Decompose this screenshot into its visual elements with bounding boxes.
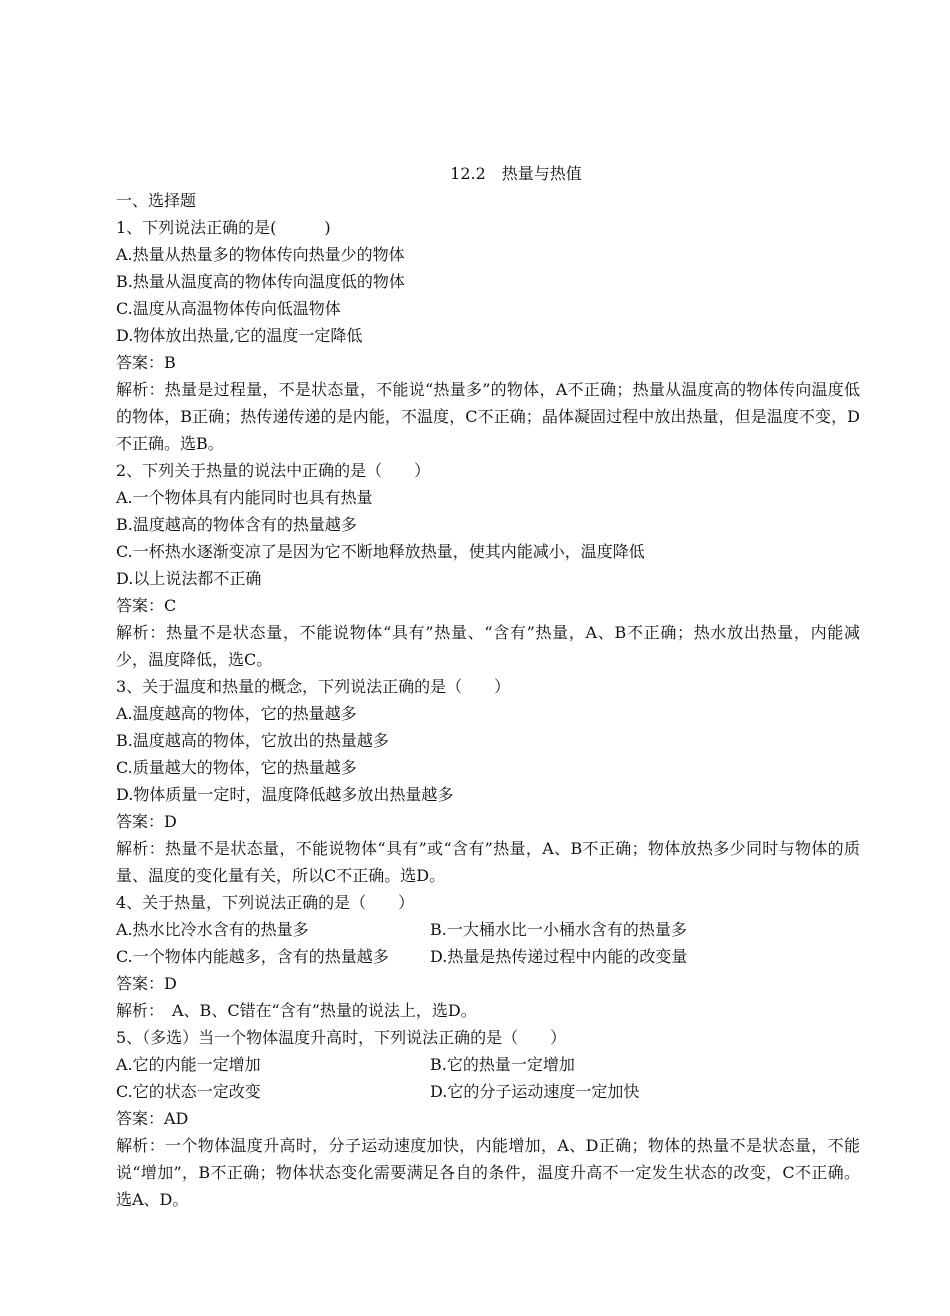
analysis: 解析：一个物体温度升高时，分子运动速度加快，内能增加，A、D正确；物体的热量不是状态量，不能说“增加”，B不正确；物体状态变化需要满足各自的条件，温度升高不一定发生状态的改变，C不正确。选A、D。: [116, 1136, 860, 1209]
question-stem: 2、下列关于热量的说法中正确的是（ ）: [116, 461, 431, 480]
option-c: C.它的状态一定改变: [116, 1082, 261, 1101]
question-1: [116, 214, 860, 457]
option-d: D.它的分子运动速度一定加快: [430, 1082, 640, 1101]
options-row-2: [116, 1078, 860, 1105]
option-d: D.物体放出热量,它的温度一定降低: [116, 326, 363, 345]
question-stem: 3、关于温度和热量的概念，下列说法正确的是（ ）: [116, 677, 511, 696]
options-row-1: [116, 1051, 860, 1078]
answer: 答案：C: [116, 596, 177, 615]
option-a: A.它的内能一定增加: [116, 1055, 261, 1074]
option-c: C.一个物体内能越多，含有的热量越多: [116, 947, 389, 966]
page-title: 12.2 热量与热值: [450, 164, 582, 183]
answer: 答案：AD: [116, 1109, 189, 1128]
option-a: A.一个物体具有内能同时也具有热量: [116, 488, 373, 507]
option-b: B.热量从温度高的物体传向温度低的物体: [116, 272, 405, 291]
option-b: B.一大桶水比一小桶水含有的热量多: [430, 920, 687, 939]
answer: 答案：D: [116, 812, 177, 831]
option-d: D.物体质量一定时，温度降低越多放出热量越多: [116, 785, 454, 804]
analysis: 解析：热量不是状态量，不能说物体“具有”或“含有”热量，A、B不正确；物体放热多少同时与物体的质量、温度的变化量有关，所以C不正确。选D。: [116, 839, 860, 885]
question-2: [116, 457, 860, 673]
option-c: C.质量越大的物体，它的热量越多: [116, 758, 357, 777]
question-3: [116, 673, 860, 889]
answer: 答案：B: [116, 353, 176, 372]
question-4: [116, 889, 860, 1024]
option-b: B.温度越高的物体，它放出的热量越多: [116, 731, 389, 750]
option-a: A.热水比冷水含有的热量多: [116, 920, 309, 939]
section-heading: 一、选择题: [116, 191, 197, 210]
option-d: D.热量是热传递过程中内能的改变量: [430, 947, 688, 966]
options-row-2: [116, 943, 860, 970]
analysis: 解析：热量不是状态量，不能说物体“具有”热量、“含有”热量，A、B不正确；热水放出热量，内能减少，温度降低，选C。: [116, 623, 860, 669]
question-stem: 4、关于热量，下列说法正确的是（ ）: [116, 893, 415, 912]
question-5: [116, 1024, 860, 1213]
option-c: C.温度从高温物体传向低温物体: [116, 299, 341, 318]
options-row-1: [116, 916, 860, 943]
option-d: D.以上说法都不正确: [116, 569, 262, 588]
document-page: [116, 160, 860, 1213]
answer: 答案：D: [116, 974, 177, 993]
option-a: A.热量从热量多的物体传向热量少的物体: [116, 245, 405, 264]
option-a: A.温度越高的物体，它的热量越多: [116, 704, 357, 723]
option-b: B.它的热量一定增加: [430, 1055, 575, 1074]
analysis: 解析： A、B、C错在“含有”热量的说法上，选D。: [116, 1001, 477, 1020]
question-stem: 5、（多选）当一个物体温度升高时，下列说法正确的是（ ）: [116, 1028, 567, 1047]
question-stem: 1、下列说法正确的是( ): [116, 218, 331, 237]
option-c: C.一杯热水逐渐变凉了是因为它不断地释放热量，使其内能减小，温度降低: [116, 542, 645, 561]
option-b: B.温度越高的物体含有的热量越多: [116, 515, 357, 534]
analysis: 解析：热量是过程量，不是状态量，不能说“热量多”的物体，A不正确；热量从温度高的物体传向温度低的物体，B正确；热传递传递的是内能，不温度，C不正确；晶体凝固过程中放出热量，但是温度不变，D不正确。选B。: [116, 380, 860, 453]
